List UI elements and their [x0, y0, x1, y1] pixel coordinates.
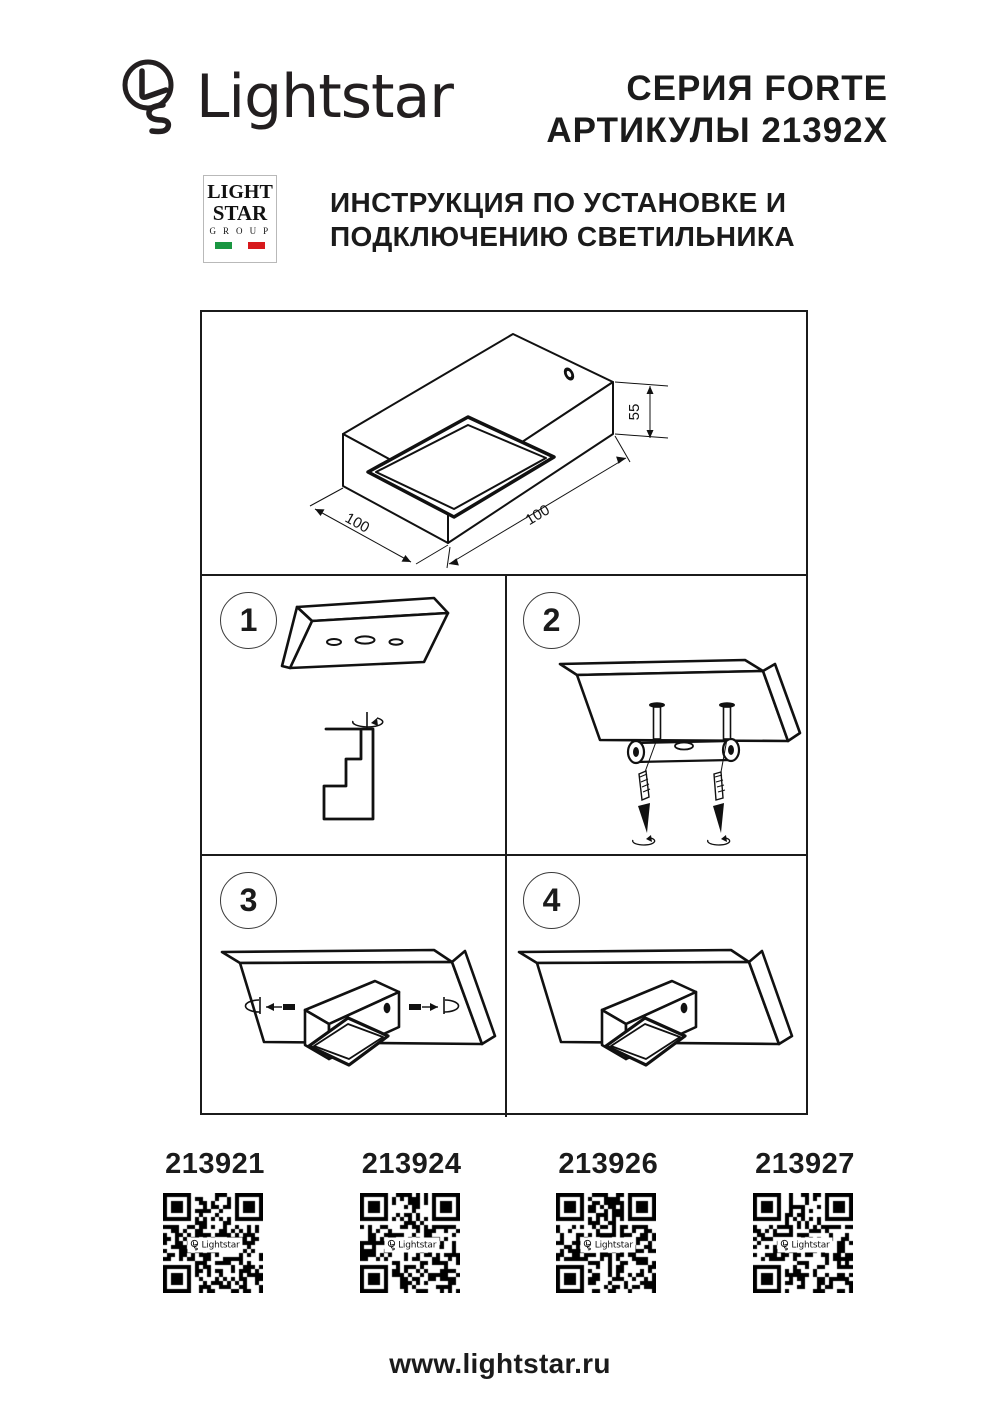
series-block — [546, 68, 888, 152]
series-title: СЕРИЯ FORTE — [626, 69, 888, 108]
plate-hole-right-icon — [390, 639, 403, 645]
group-logo-line3: G R O U P — [209, 226, 271, 236]
brand-logo — [118, 58, 453, 136]
sku-code: 213927 — [755, 1148, 855, 1180]
sku-item — [533, 1148, 683, 1318]
body-screw-hole-icon — [681, 1003, 688, 1013]
dimension-depth-label: 100 — [342, 509, 373, 537]
qr-center-logo — [777, 1238, 832, 1253]
sku-item — [140, 1148, 290, 1318]
qr-logo-label: Lightstar — [201, 1240, 240, 1250]
diagram-frame — [200, 310, 808, 1115]
qr-center-logo — [384, 1238, 439, 1253]
instruction-title — [330, 186, 890, 254]
lightstar-group-logo — [203, 175, 277, 263]
step-panel-4 — [505, 854, 805, 1117]
qr-code[interactable] — [753, 1193, 857, 1297]
italian-flag-icon — [215, 242, 265, 249]
website-url[interactable]: www.lightstar.ru — [389, 1348, 611, 1379]
sku-list — [140, 1148, 880, 1318]
step-panel-3 — [202, 854, 505, 1117]
plate-hole-center-icon — [356, 636, 375, 643]
plate-hole-left-icon — [327, 639, 341, 645]
body-screw-hole-icon — [384, 1003, 391, 1013]
group-logo-line2: STAR — [212, 201, 268, 225]
qr-center-logo — [187, 1238, 242, 1253]
step-number-badge-2: 2 — [523, 592, 580, 649]
lightstar-bulb-logo-icon — [584, 1240, 593, 1251]
qr-code[interactable] — [360, 1193, 464, 1297]
lightstar-bulb-logo-icon — [190, 1240, 199, 1251]
lightstar-bulb-logo-icon — [780, 1240, 789, 1251]
dimension-width-label: 100 — [522, 501, 553, 529]
product-dimension-drawing — [202, 312, 805, 574]
sku-code: 213921 — [165, 1148, 265, 1180]
flag-stripe-red — [248, 242, 265, 249]
step-number-badge-4: 4 — [523, 872, 580, 929]
group-logo-line1: LIGHT — [207, 181, 273, 203]
flag-stripe-green — [215, 242, 232, 249]
step-panel-2 — [505, 574, 805, 854]
step-panel-1 — [202, 574, 505, 854]
instruction-title-line2: ПОДКЛЮЧЕНИЮ СВЕТИЛЬНИКА — [330, 221, 796, 252]
qr-code[interactable] — [163, 1193, 267, 1297]
instruction-title-line1: ИНСТРУКЦИЯ ПО УСТАНОВКЕ И — [330, 187, 787, 218]
qr-code[interactable] — [556, 1193, 660, 1297]
brand-wordmark: Lightstar — [196, 62, 453, 132]
sku-code: 213924 — [361, 1148, 462, 1180]
wall-anchor-right-icon — [708, 772, 730, 845]
sku-code: 213926 — [558, 1148, 659, 1180]
qr-logo-label: Lightstar — [791, 1240, 830, 1250]
wall-anchor-left-icon — [633, 771, 655, 845]
step-number-badge-3: 3 — [220, 872, 277, 929]
qr-center-logo — [581, 1238, 636, 1253]
lightstar-bulb-logo-icon — [118, 58, 192, 136]
article-numbers: АРТИКУЛЫ 21392X — [546, 111, 888, 150]
stepped-drill-bit-icon — [324, 729, 373, 819]
bracket-center-hole-icon — [675, 743, 693, 750]
sku-item — [730, 1148, 880, 1318]
sku-item — [337, 1148, 487, 1318]
qr-logo-label: Lightstar — [594, 1240, 633, 1250]
qr-logo-label: Lightstar — [398, 1240, 437, 1250]
step-number-badge-1: 1 — [220, 592, 277, 649]
dimension-height-label: 55 — [626, 403, 643, 421]
lightstar-bulb-logo-icon — [387, 1240, 396, 1251]
flag-stripe-white — [232, 242, 249, 249]
